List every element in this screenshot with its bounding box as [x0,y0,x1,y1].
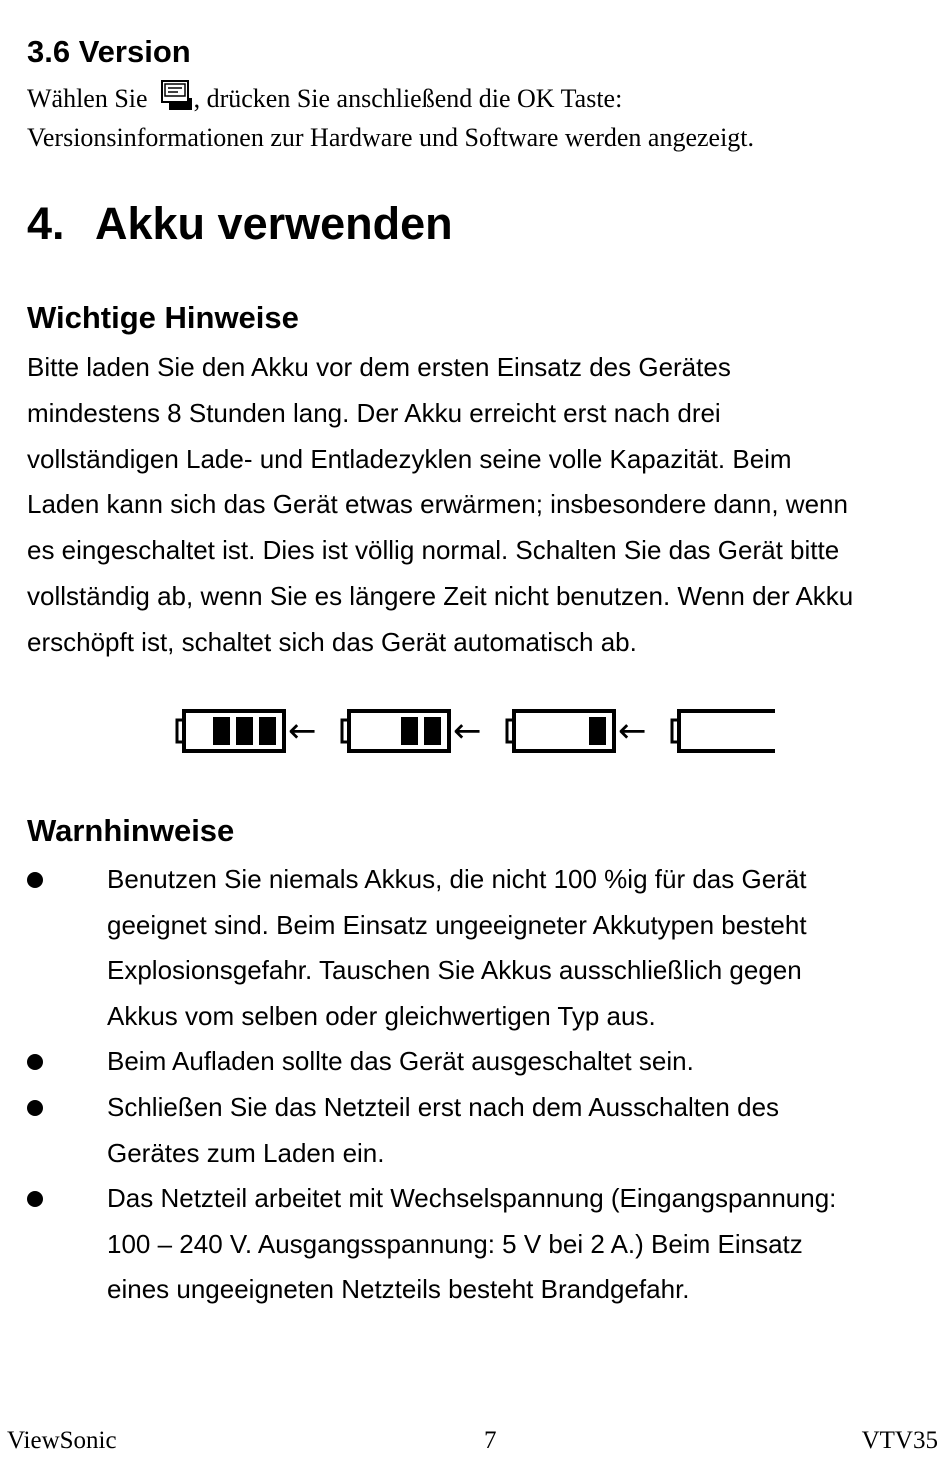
battery-level-illustration [175,705,775,757]
list-item-line: 100 – 240 V. Ausgangsspannung: 5 V bei 2 A.) Beim Einsatz [107,1228,803,1259]
version-instruction-line [27,80,622,116]
bullet-icon [27,1054,43,1070]
battery-bar [589,717,606,745]
footer-model: VTV35 [861,1427,938,1454]
arrow-left-icon: ← [288,711,317,751]
list-item-line: Schließen Sie das Netzteil erst nach dem Ausschalten des [107,1091,780,1122]
battery-icon [177,711,284,751]
list-item-line: Gerätes zum Laden ein. [107,1137,385,1168]
version-description: Versionsinformationen zur Hardware und Software werden angezeigt. [27,123,755,152]
battery-bar [259,717,276,745]
paragraph-line: mindestens 8 Stunden lang. Der Akku erreicht erst nach drei [27,397,721,428]
battery-bar [401,717,418,745]
list-item-line: Explosionsgefahr. Tauschen Sie Akkus ausschließlich gegen [107,955,802,986]
list-item [27,1176,927,1313]
list-item-line: Das Netzteil arbeitet mit Wechselspannung (Eingangspannung: [107,1183,837,1214]
important-notes-paragraph [27,345,932,666]
bullet-icon [27,872,43,888]
battery-sequence [175,705,775,757]
version-info-icon [160,80,194,112]
footer-page-number: 7 [484,1427,497,1454]
battery-bar [236,717,253,745]
paragraph-line: vollständig ab, wenn Sie es längere Zeit nicht benutzen. Wenn der Akku [27,580,854,611]
list-item [27,1039,927,1085]
warnings-list [27,857,927,1313]
arrow-left-icon: ← [618,711,647,751]
chapter-title: Akku verwenden [95,198,453,249]
paragraph-line: Laden kann sich das Gerät etwas erwärmen; insbesondere dann, wenn [27,489,848,520]
battery-icon [507,711,614,751]
battery-bar [213,717,230,745]
list-item-line: geeignet sind. Beim Einsatz ungeeigneter Akkutypen besteht [107,909,807,940]
important-notes-heading: Wichtige Hinweise [27,300,299,335]
list-item-line: Beim Aufladen sollte das Gerät ausgeschaltet sein. [107,1046,694,1077]
version-instruction-text-before: Wählen Sie [27,84,148,113]
chapter-heading [27,196,453,252]
paragraph-line: vollständigen Lade- und Entladezyklen seine volle Kapazität. Beim [27,443,792,474]
battery-icon [672,711,775,751]
list-item-line: eines ungeeigneten Netzteils besteht Brandgefahr. [107,1274,690,1305]
warnings-heading: Warnhinweise [27,813,235,848]
arrow-left-icon: ← [453,711,482,751]
list-item [27,857,927,1039]
bullet-icon [27,1100,43,1116]
version-instruction-text-after: , drücken Sie anschließend die OK Taste: [193,84,623,113]
section-heading-version: 3.6 Version [27,34,191,69]
list-item-line: Benutzen Sie niemals Akkus, die nicht 100 %ig für das Gerät [107,864,807,894]
battery-bar [424,717,441,745]
paragraph-line: es eingeschaltet ist. Dies ist völlig normal. Schalten Sie das Gerät bitte [27,535,840,566]
bullet-icon [27,1191,43,1207]
list-item [27,1085,927,1176]
chapter-number: 4. [27,198,65,249]
paragraph-line: erschöpft ist, schaltet sich das Gerät automatisch ab. [27,626,637,657]
list-item-line: Akkus vom selben oder gleichwertigen Typ aus. [107,1000,656,1031]
battery-icon [342,711,449,751]
footer-brand: ViewSonic [7,1427,117,1454]
paragraph-line: Bitte laden Sie den Akku vor dem ersten Einsatz des Gerätes [27,352,731,382]
